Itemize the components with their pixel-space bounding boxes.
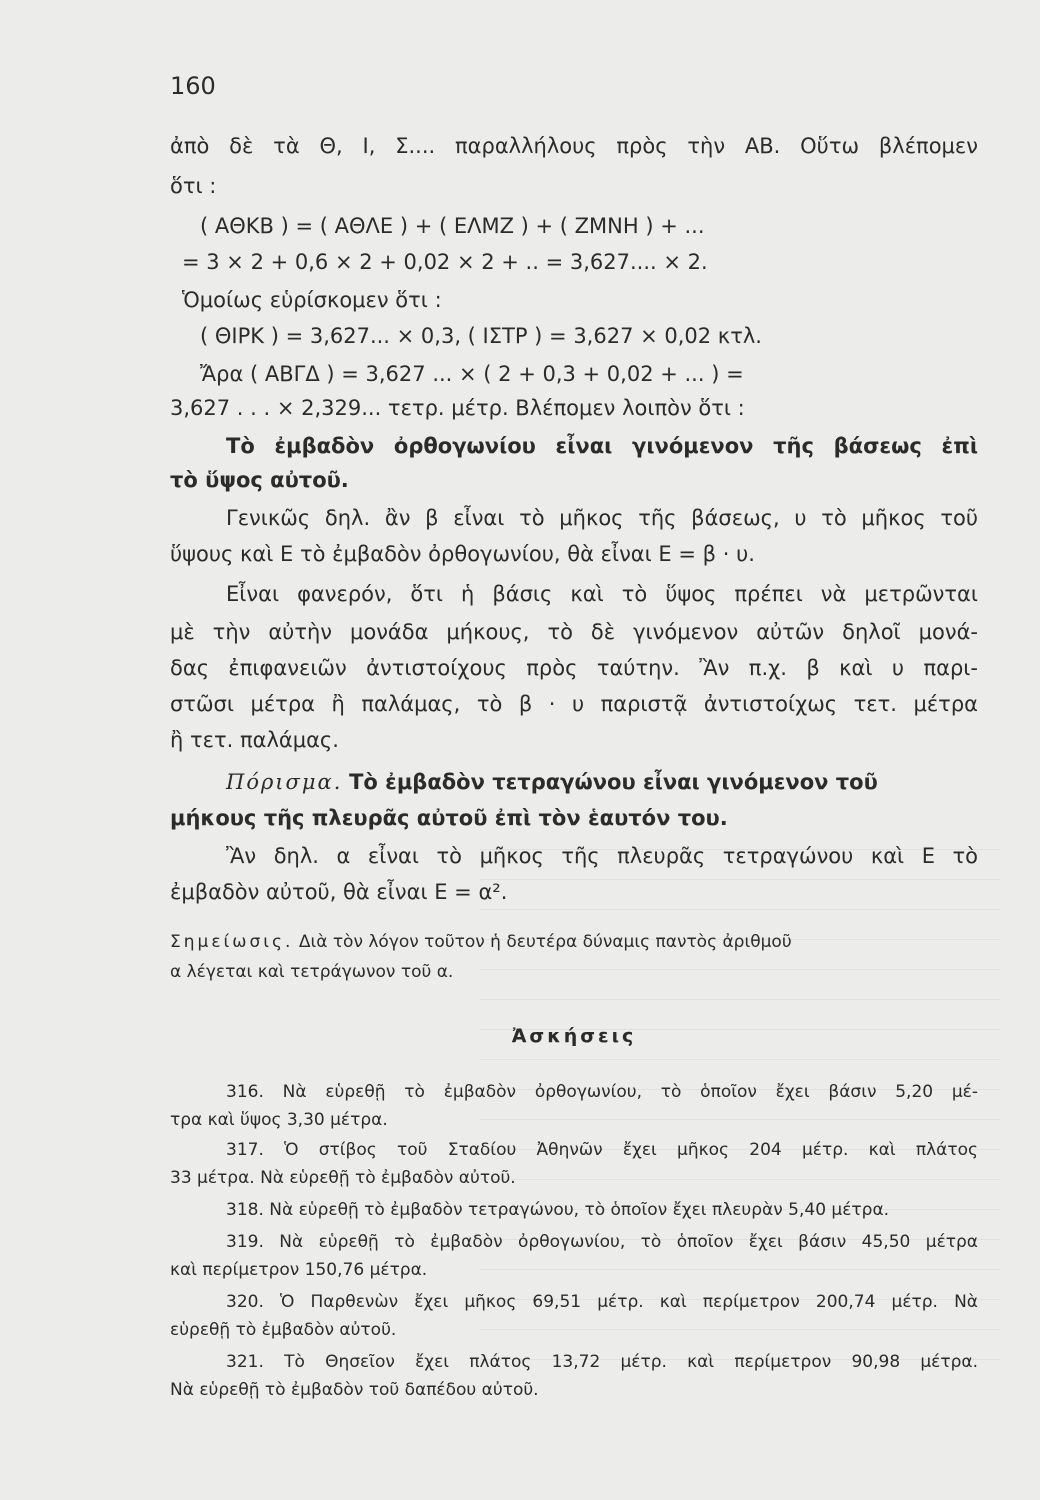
page-number: 160 [170, 72, 216, 100]
exercise-line: καὶ περίμετρον 150,76 μέτρα. [170, 1260, 428, 1280]
exercise-line: 321. Τὸ Θησεῖον ἔχει πλάτος 13,72 μέτρ. καὶ περίμετρον 90,98 μέτρα. [226, 1352, 978, 1372]
text-line: ὕψους καὶ Ε τὸ ἐμβαδὸν ὀρθογωνίου, θὰ εἶναι Ε = β · υ. [170, 542, 755, 566]
exercise-line: 317. Ὁ στίβος τοῦ Σταδίου Ἀθηνῶν ἔχει μῆκος 204 μέτρ. καὶ πλάτος [226, 1140, 978, 1160]
equation-line: = 3 × 2 + 0,6 × 2 + 0,02 × 2 + .. = 3,627.... × 2. [182, 250, 708, 274]
text-line: Γενικῶς δηλ. ἂν β εἶναι τὸ μῆκος τῆς βάσεως, υ τὸ μῆκος τοῦ [226, 506, 978, 530]
exercise-line: τρα καὶ ὕψος 3,30 μέτρα. [170, 1110, 388, 1130]
theorem-line: Τὸ ἐμβαδὸν ὀρθογωνίου εἶναι γινόμενον τῆς βάσεως ἐπὶ [226, 434, 978, 458]
exercise-line: 316. Νὰ εὑρεθῇ τὸ ἐμβαδὸν ὀρθογωνίου, τὸ ὁποῖον ἔχει βάσιν 5,20 μέ- [226, 1082, 978, 1102]
equation-line: ( ΑΘΚΒ ) = ( ΑΘΛΕ ) + ( ΕΛΜΖ ) + ( ΖΜΝΗ ) + ... [200, 214, 705, 238]
text-line: ἐμβαδὸν αὐτοῦ, θὰ εἶναι Ε = α². [170, 880, 508, 904]
exercises-heading: Ἀσκήσεις [511, 1025, 637, 1047]
exercise-line: εὑρεθῇ τὸ ἐμβαδὸν αὐτοῦ. [170, 1320, 397, 1340]
theorem-line: τὸ ὕψος αὐτοῦ. [170, 468, 349, 492]
text-line: Ἂν δηλ. α εἶναι τὸ μῆκος τῆς πλευρᾶς τετραγώνου καὶ Ε τὸ [226, 844, 978, 868]
equation-line: Ἄρα ( ΑΒΓΔ ) = 3,627 ... × ( 2 + 0,3 + 0,02 + ... ) = [200, 362, 744, 386]
text-line: ἀπὸ δὲ τὰ Θ, Ι, Σ.... παραλλήλους πρὸς τὴν ΑΒ. Οὕτω βλέπομεν [170, 134, 978, 158]
note-text: Διὰ τὸν λόγον τοῦτον ἡ δευτέρα δύναμις παντὸς ἀριθμοῦ [298, 932, 792, 952]
text-line: Ὁμοίως εὑρίσκομεν ὅτι : [182, 288, 442, 312]
corollary-line [226, 768, 978, 796]
exercise-line: 320. Ὁ Παρθενὼν ἔχει μῆκος 69,51 μέτρ. καὶ περίμετρον 200,74 μέτρ. Νὰ [226, 1292, 978, 1312]
exercise-line: 319. Νὰ εὑρεθῇ τὸ ἐμβαδὸν ὀρθογωνίου, τὸ ὁποῖον ἔχει βάσιν 45,50 μέτρα [226, 1232, 978, 1252]
text-line: ὅτι : [170, 174, 217, 198]
text-line: δας ἐπιφανειῶν ἀντιστοίχους πρὸς ταύτην. Ἂν π.χ. β καὶ υ παρι- [170, 656, 978, 680]
exercise-line: 318. Νὰ εὑρεθῇ τὸ ἐμβαδὸν τετραγώνου, τὸ ὁποῖον ἔχει πλευρὰν 5,40 μέτρα. [226, 1200, 890, 1220]
equation-line: ( ΘΙΡΚ ) = 3,627... × 0,3, ( ΙΣΤΡ ) = 3,627 × 0,02 κτλ. [200, 324, 762, 348]
text-line: 3,627 . . . × 2,329... τετρ. μέτρ. Βλέπομεν λοιπὸν ὅτι : [170, 396, 745, 420]
text-line: στῶσι μέτρα ἢ παλάμας, τὸ β · υ παριστᾷ ἀντιστοίχως τετ. μέτρα [170, 692, 978, 716]
exercise-line: Νὰ εὑρεθῇ τὸ ἐμβαδὸν τοῦ δαπέδου αὐτοῦ. [170, 1380, 539, 1400]
note-line: α λέγεται καὶ τετράγωνον τοῦ α. [170, 962, 454, 982]
theorem-line: μήκους τῆς πλευρᾶς αὐτοῦ ἐπὶ τὸν ἑαυτόν του. [170, 806, 728, 830]
exercise-line: 33 μέτρα. Νὰ εὑρεθῇ τὸ ἐμβαδὸν αὐτοῦ. [170, 1168, 516, 1188]
note-line [170, 928, 978, 956]
text-line: μὲ τὴν αὐτὴν μονάδα μήκους, τὸ δὲ γινόμενον αὐτῶν δηλοῖ μονά- [170, 620, 978, 644]
text-line: ἢ τετ. παλάμας. [170, 728, 339, 752]
note-label: Σημείωσις. [170, 932, 294, 952]
corollary-label: Πόρισμα. [226, 770, 343, 794]
corollary-text: Τὸ ἐμβαδὸν τετραγώνου εἶναι γινόμενον τοῦ [349, 770, 878, 794]
text-line: Εἶναι φανερόν, ὅτι ἡ βάσις καὶ τὸ ὕψος πρέπει νὰ μετρῶνται [226, 582, 978, 606]
